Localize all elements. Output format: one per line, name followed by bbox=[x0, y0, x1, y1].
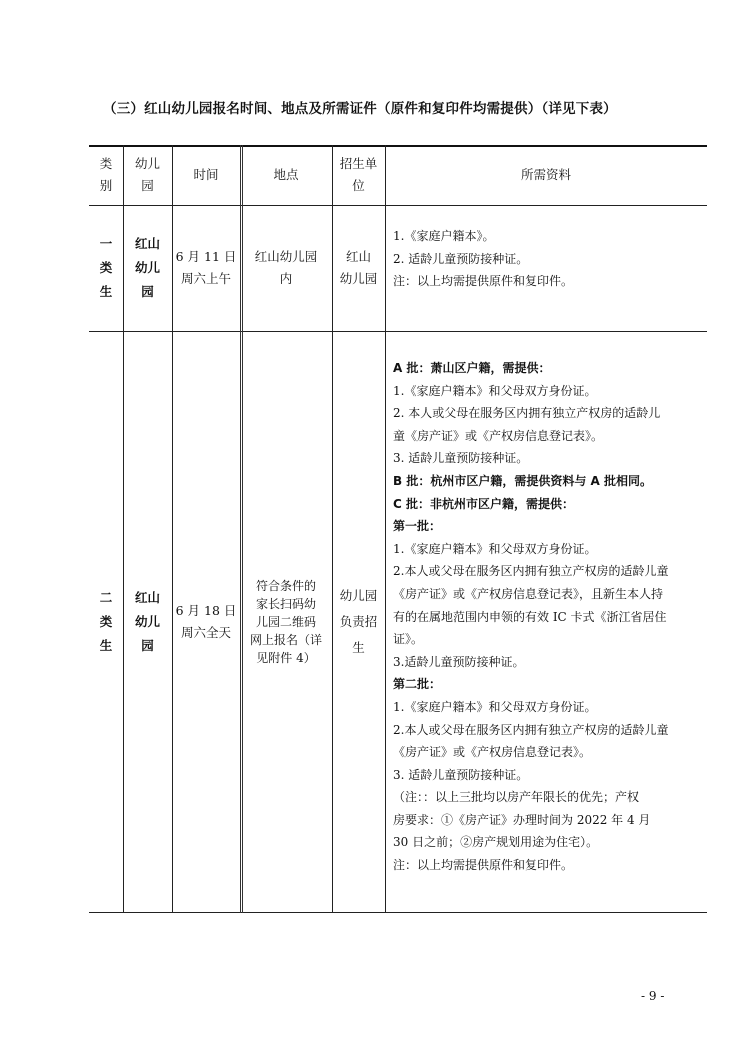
header-kindergarten-line: 园 bbox=[141, 178, 154, 193]
materials-line: 3. 适龄儿童预防接种证。 bbox=[393, 767, 529, 782]
row1-category-char: 生 bbox=[99, 284, 113, 299]
row2-category bbox=[89, 331, 123, 912]
row1-time-date: 6 月 11 日 bbox=[175, 249, 237, 264]
materials-line: （注：：以上三批均以房产年限长的优先；产权 bbox=[393, 790, 640, 805]
row1-kindergarten-line: 园 bbox=[141, 284, 154, 299]
registration-table bbox=[89, 145, 707, 913]
row1-category-char: 一 bbox=[99, 236, 113, 251]
header-materials: 所需资料 bbox=[520, 167, 571, 182]
row2-kindergarten-line: 园 bbox=[141, 637, 154, 653]
materials-line: 《房产证》或《产权房信息登记表》，且新生本人持 bbox=[393, 586, 664, 601]
materials-line: 2. 本人或父母在服务区内拥有独立产权房的适龄儿 bbox=[393, 406, 661, 421]
row2-location-line: 符合条件的 bbox=[255, 578, 316, 593]
row1-category-char: 类 bbox=[99, 260, 113, 275]
header-location: 地点 bbox=[273, 167, 299, 182]
materials-line: B 批：杭州市区户籍，需提供资料与 A 批相同。 bbox=[393, 473, 652, 488]
materials-line: 《房产证》或《产权房信息登记表》。 bbox=[393, 745, 592, 760]
materials-line: 2. 适龄儿童预防接种证。 bbox=[393, 251, 529, 266]
row1-unit bbox=[332, 205, 385, 331]
section-heading: （三）红山幼儿园报名时间、地点及所需证件（原件和复印件均需提供）（详见下表） bbox=[103, 101, 617, 117]
row2-location-line: 见附件 4） bbox=[256, 650, 316, 665]
row2-unit bbox=[332, 331, 385, 912]
row2-time bbox=[172, 331, 240, 912]
materials-line: 2.本人或父母在服务区内拥有独立产权房的适龄儿童 bbox=[393, 722, 669, 737]
row2-location-line: 儿园二维码 bbox=[255, 614, 316, 629]
materials-line: 3.适龄儿童预防接种证。 bbox=[393, 654, 525, 669]
materials-line: C 批：非杭州市区户籍，需提供： bbox=[393, 496, 574, 511]
row1-location-line: 内 bbox=[279, 271, 293, 286]
row2-category-char: 二 bbox=[99, 589, 113, 605]
row2-location bbox=[240, 331, 332, 912]
materials-line: 1.《家庭户籍本》和父母双方身份证。 bbox=[393, 383, 597, 398]
row1-location-line: 红山幼儿园 bbox=[254, 249, 318, 264]
row2-location-line: 家长扫码幼 bbox=[255, 596, 316, 611]
row2-unit-line: 幼儿园 bbox=[339, 587, 378, 603]
materials-line: 有的在属地范围内申领的有效 IC 卡式《浙江省居住 bbox=[393, 609, 667, 624]
header-time: 时间 bbox=[193, 167, 219, 182]
row1-time-period: 周六上午 bbox=[180, 271, 231, 286]
row1-unit-line: 幼儿园 bbox=[339, 271, 378, 286]
row2-unit-line: 负责招 bbox=[339, 613, 378, 629]
row2-time-date: 6 月 18 日 bbox=[175, 602, 237, 618]
header-kindergarten-line: 幼儿 bbox=[134, 156, 160, 171]
row1-kindergarten bbox=[123, 205, 172, 331]
header-kindergarten bbox=[123, 145, 172, 205]
row1-kindergarten-line: 幼儿 bbox=[134, 260, 160, 275]
header-unit bbox=[332, 145, 385, 205]
materials-line: 1.《家庭户籍本》和父母双方身份证。 bbox=[393, 541, 597, 556]
row1-time bbox=[172, 205, 240, 331]
row1-category bbox=[89, 205, 123, 331]
materials-line: 2.本人或父母在服务区内拥有独立产权房的适龄儿童 bbox=[393, 564, 669, 579]
table-bottom-border bbox=[89, 912, 707, 913]
column-divider bbox=[385, 145, 386, 913]
row1-location bbox=[240, 205, 332, 331]
row1-kindergarten-line: 红山 bbox=[134, 236, 160, 251]
materials-line: 注：以上均需提供原件和复印件。 bbox=[393, 274, 574, 289]
materials-line: 3. 适龄儿童预防接种证。 bbox=[393, 451, 529, 466]
row2-kindergarten-line: 红山 bbox=[134, 589, 160, 605]
header-category-line: 类 bbox=[99, 156, 113, 171]
row2-category-char: 类 bbox=[99, 613, 113, 629]
row2-kindergarten-line: 幼儿 bbox=[134, 613, 160, 629]
row2-location-line: 网上报名（详 bbox=[249, 632, 322, 647]
header-unit-line: 位 bbox=[352, 178, 365, 193]
materials-line: 注：以上均需提供原件和复印件。 bbox=[393, 858, 574, 873]
materials-line: 1.《家庭户籍本》和父母双方身份证。 bbox=[393, 699, 597, 714]
header-unit-line: 招生单 bbox=[339, 156, 378, 171]
materials-line: A 批：萧山区户籍，需提供： bbox=[393, 361, 551, 375]
row2-unit-line: 生 bbox=[352, 639, 365, 655]
row2-materials bbox=[393, 357, 705, 877]
materials-line: 证》。 bbox=[393, 632, 424, 647]
page-number: - 9 - bbox=[641, 989, 665, 1003]
row2-time-period: 周六全天 bbox=[180, 624, 231, 640]
row2-kindergarten bbox=[123, 331, 172, 912]
header-category bbox=[89, 145, 123, 205]
row1-unit-line: 红山 bbox=[345, 249, 371, 264]
materials-line: 房要求：①《房产证》办理时间为 2022 年 4 月 bbox=[393, 812, 651, 827]
header-category-line: 别 bbox=[99, 178, 113, 193]
materials-line: 第二批： bbox=[393, 677, 442, 692]
materials-line: 第一批： bbox=[393, 519, 442, 534]
row1-materials bbox=[393, 225, 705, 293]
materials-line: 童《房产证》或《产权房信息登记表》。 bbox=[393, 428, 604, 443]
materials-line: 30 日之前；②房产规划用途为住宅）。 bbox=[393, 835, 599, 850]
row2-category-char: 生 bbox=[99, 637, 113, 653]
materials-line: 1.《家庭户籍本》。 bbox=[393, 229, 495, 243]
